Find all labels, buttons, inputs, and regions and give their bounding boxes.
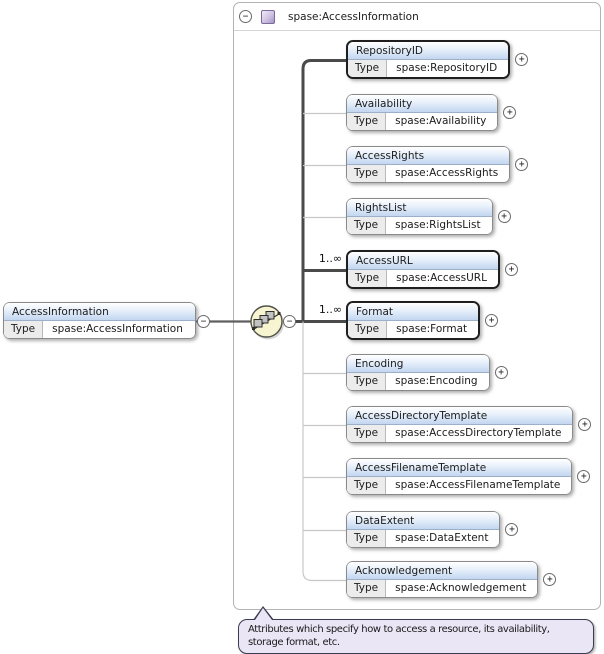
occurs-label: 1..∞ xyxy=(318,252,342,265)
element-row xyxy=(3,302,196,339)
type-value: spase:AccessRights xyxy=(395,167,499,179)
type-value: spase:AccessURL xyxy=(396,272,487,284)
expand-icon[interactable]: + xyxy=(578,418,591,431)
expand-icon[interactable]: + xyxy=(543,573,556,586)
element-name: AccessURL xyxy=(348,252,498,270)
element-name: DataExtent xyxy=(347,512,499,530)
element-box-acknowledgement[interactable] xyxy=(346,561,538,598)
element-row xyxy=(346,198,511,235)
type-value: spase:AccessInformation xyxy=(52,323,183,335)
type-value: spase:AccessDirectoryTemplate xyxy=(395,427,562,439)
collapse-icon[interactable]: − xyxy=(283,315,296,328)
expand-icon[interactable]: + xyxy=(505,523,518,536)
element-type-row xyxy=(347,580,537,597)
type-value: spase:RepositoryID xyxy=(396,62,498,74)
element-row xyxy=(346,458,590,495)
element-name: RepositoryID xyxy=(348,42,508,60)
element-type-row xyxy=(347,165,509,182)
type-label: Type xyxy=(347,217,386,234)
element-name: Availability xyxy=(347,95,497,113)
element-box-format[interactable] xyxy=(346,301,480,340)
expand-icon[interactable]: + xyxy=(503,106,516,119)
type-label: Type xyxy=(347,165,386,182)
type-label: Type xyxy=(347,113,386,130)
element-type-row xyxy=(347,217,492,234)
type-label: Type xyxy=(4,321,43,338)
element-box-accessurl[interactable] xyxy=(346,250,500,289)
container-title: spase:AccessInformation xyxy=(288,10,419,23)
type-value: spase:Acknowledgement xyxy=(395,582,527,594)
expand-icon[interactable]: + xyxy=(505,263,518,276)
element-name: Encoding xyxy=(347,355,489,373)
element-name: AccessRights xyxy=(347,147,509,165)
type-label: Type xyxy=(347,425,386,442)
container-header xyxy=(234,3,600,31)
element-name: AccessInformation xyxy=(4,303,195,321)
occurs-label: 1..∞ xyxy=(318,303,342,316)
element-type-row xyxy=(347,113,497,130)
type-value: spase:Format xyxy=(396,323,468,335)
element-row xyxy=(346,40,528,79)
element-name: RightsList xyxy=(347,199,492,217)
element-row xyxy=(346,301,498,340)
element-type-row xyxy=(348,60,508,77)
expand-icon[interactable]: + xyxy=(485,314,498,327)
collapse-icon[interactable]: − xyxy=(197,315,210,328)
element-box-accessfilenametemplate[interactable] xyxy=(346,458,572,495)
complex-type-icon xyxy=(261,10,275,24)
element-row xyxy=(346,146,528,183)
element-name: AccessDirectoryTemplate xyxy=(347,407,572,425)
element-row xyxy=(346,561,556,598)
element-box-availability[interactable] xyxy=(346,94,498,131)
type-value: spase:DataExtent xyxy=(395,532,489,544)
element-type-row xyxy=(348,270,498,287)
element-row xyxy=(346,406,591,443)
element-type-row xyxy=(4,321,195,338)
element-row xyxy=(346,354,508,391)
element-box-accessdirectorytemplate[interactable] xyxy=(346,406,573,443)
element-name: AccessFilenameTemplate xyxy=(347,459,571,477)
element-box-accessinformation[interactable] xyxy=(3,302,196,339)
type-value: spase:AccessFilenameTemplate xyxy=(395,479,561,491)
expand-icon[interactable]: + xyxy=(515,53,528,66)
element-type-row xyxy=(347,425,572,442)
expand-icon[interactable]: + xyxy=(495,366,508,379)
type-label: Type xyxy=(347,477,386,494)
element-name: Format xyxy=(348,303,478,321)
element-type-row xyxy=(347,530,499,547)
type-label: Type xyxy=(347,373,386,390)
element-row xyxy=(346,511,518,548)
element-box-rightslist[interactable] xyxy=(346,198,493,235)
type-value: spase:Availability xyxy=(395,115,487,127)
element-box-repositoryid[interactable] xyxy=(346,40,510,79)
expand-icon[interactable]: + xyxy=(498,210,511,223)
type-label: Type xyxy=(348,321,387,338)
expand-icon[interactable]: + xyxy=(515,158,528,171)
expand-icon[interactable]: + xyxy=(577,470,590,483)
type-value: spase:Encoding xyxy=(395,375,478,387)
element-row xyxy=(346,94,516,131)
element-type-row xyxy=(348,321,478,338)
element-box-encoding[interactable] xyxy=(346,354,490,391)
element-box-dataextent[interactable] xyxy=(346,511,500,548)
element-name: Acknowledgement xyxy=(347,562,537,580)
element-type-row xyxy=(347,477,571,494)
element-row xyxy=(346,250,518,289)
element-type-row xyxy=(347,373,489,390)
element-box-accessrights[interactable] xyxy=(346,146,510,183)
type-label: Type xyxy=(347,580,386,597)
annotation-bubble: Attributes which specify how to access a resource, its availability, storage format, etc. xyxy=(238,619,594,654)
type-label: Type xyxy=(347,530,386,547)
type-label: Type xyxy=(348,270,387,287)
type-label: Type xyxy=(348,60,387,77)
type-value: spase:RightsList xyxy=(395,219,481,231)
collapse-icon[interactable]: − xyxy=(239,10,252,23)
